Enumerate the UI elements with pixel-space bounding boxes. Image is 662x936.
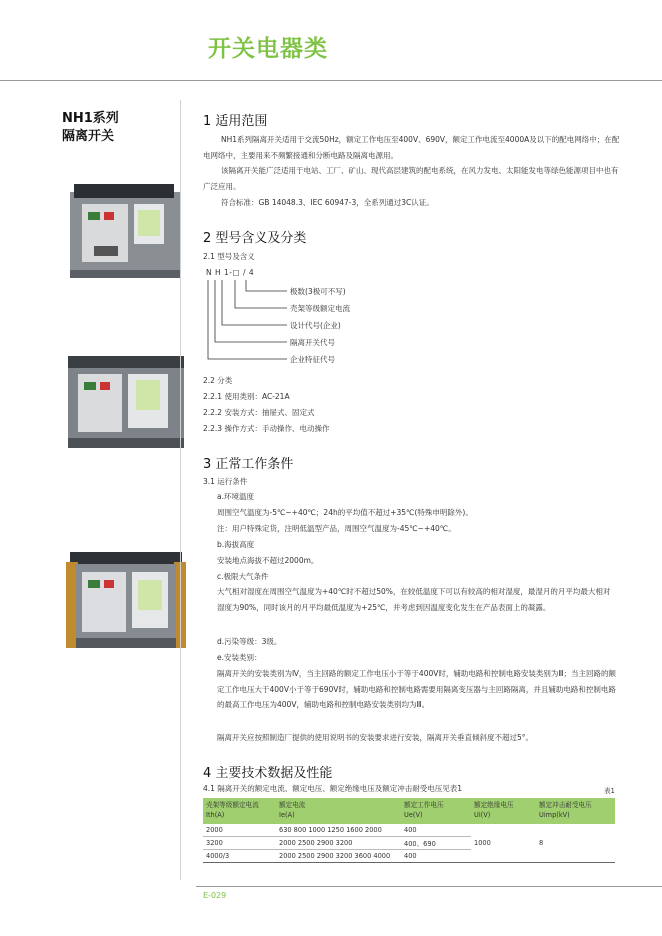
cond-b-text: 安装地点海拔不超过2000m。 — [217, 556, 319, 565]
section-1-paragraph-1: NH1系列隔离开关适用于交流50Hz，额定工作电压至400V、690V，额定工作电流至4000A及以下的配电网络中；在配电网络中，主要用来不频繁接通和分断电路及隔离电源用。 — [203, 135, 620, 160]
subsection-2-1: 2.1 型号及含义 — [203, 252, 255, 261]
class-operation: 2.2.3 操作方式：手动操作、电动操作 — [203, 424, 330, 433]
cond-e-text: 隔离开关的安装类别为Ⅳ，当主回路的额定工作电压小于等于400V时，辅助电路和控制电路安装类别为Ⅲ；当主回路的额定工作电压大于400V小于等于690V时，辅助电路和控制电路需要用隔离变压器与主回路隔离，并且辅助电路和控制电路的最高工作电压为400V，辅助电路和控制电路安装类别均为Ⅲ。 — [217, 669, 617, 709]
model-code: N H 1-□ / 4 — [206, 268, 255, 277]
cell-ie: 630 800 1000 1250 1600 2000 — [276, 824, 401, 837]
subsection-3-1: 3.1 运行条件 — [203, 477, 248, 486]
class-installation: 2.2.2 安装方式：抽屉式、固定式 — [203, 408, 315, 417]
cell-ue: 400 — [401, 824, 471, 837]
subsection-2-2: 2.2 分类 — [203, 376, 233, 385]
th-insulation-voltage: 额定绝缘电压 Ui(V) — [471, 798, 536, 824]
product-photo-2 — [64, 348, 188, 453]
cond-e-note: 隔离开关应按照制造厂提供的使用说明书的安装要求进行安装，隔离开关垂直倾斜度不超过5°。 — [217, 733, 534, 742]
section-3-title: 3 正常工作条件 — [203, 457, 294, 472]
section-1-title: 1 适用范围 — [203, 114, 268, 129]
page-number: E-029 — [203, 891, 227, 900]
th-rated-voltage: 额定工作电压 Ue(V) — [401, 798, 471, 824]
section-4-title: 4 主要技术数据及性能 — [203, 766, 333, 781]
cond-b-title: b.海拔高度 — [217, 540, 255, 549]
th-rated-current: 额定电流 Ie(A) — [276, 798, 401, 824]
product-photo-1 — [64, 176, 188, 281]
cell-frame: 2000 — [203, 824, 276, 837]
cond-a-title: a.环境温度 — [217, 492, 254, 501]
cell-ue: 400 — [401, 850, 471, 863]
th-frame-current: 壳架等级额定电流 Ith(A) — [203, 798, 276, 824]
model-label-frame-current: 壳架等级额定电流 — [290, 304, 350, 313]
cell-ue: 400、690 — [401, 837, 471, 850]
spec-table — [203, 798, 615, 863]
section-1-paragraph-2: 该隔离开关能广泛适用于电站、工厂、矿山、现代高层建筑的配电系统，在风力发电、太阳能发电等绿色能源项目中也有广泛应用。 — [203, 166, 619, 191]
model-code-diagram — [203, 278, 303, 363]
category-title: 开关电器类 — [208, 36, 328, 62]
table-row — [203, 824, 615, 837]
column-divider — [180, 100, 181, 880]
cell-frame: 3200 — [203, 837, 276, 850]
product-name: 隔离开关 — [62, 129, 115, 144]
cell-ie: 2000 2500 2900 3200 3600 4000 — [276, 850, 401, 863]
cond-e-title: e.安装类别： — [217, 653, 262, 662]
table-label: 表1 — [604, 787, 615, 795]
cond-a-note: 注：用户特殊定货，注明低温型产品，周围空气温度为-45℃~+40℃。 — [217, 524, 456, 533]
cell-uimp: 8 — [536, 824, 615, 863]
cond-d-title: d.污染等级：3级。 — [217, 637, 282, 646]
series-name: NH1系列 — [62, 111, 119, 126]
th-impulse-voltage: 额定冲击耐受电压 Uimp(kV) — [536, 798, 615, 824]
cond-c-text: 大气相对湿度在周围空气温度为+40℃时不超过50%，在较低温度下可以有较高的相对湿度，最湿月的月平均最大相对湿度为90%，同时该月的月平均最低温度为+25℃，并考虑到因温度变化发生在产品表面上的凝露。 — [217, 587, 611, 612]
product-photo-3 — [64, 548, 188, 653]
section-2-title: 2 型号含义及分类 — [203, 231, 307, 246]
model-label-design-code: 设计代号(企业) — [290, 321, 341, 330]
cell-ui: 1000 — [471, 824, 536, 863]
footer-divider — [196, 886, 662, 887]
cond-a-text: 周围空气温度为-5℃~+40℃；24h的平均值不超过+35℃(特殊申明除外)。 — [217, 508, 473, 517]
sidebar-title — [62, 110, 119, 146]
model-label-company-code: 企业特征代号 — [290, 355, 335, 364]
header-divider — [0, 80, 662, 81]
subsection-4-1: 4.1 隔离开关的额定电流、额定电压、额定绝缘电压及额定冲击耐受电压见表1 — [203, 784, 463, 793]
table-header-row — [203, 798, 615, 824]
model-label-poles: 极数(3极可不写) — [290, 287, 346, 296]
section-1-standards: 符合标准：GB 14048.3、IEC 60947-3，全系列通过3C认证。 — [221, 198, 434, 207]
cell-ie: 2000 2500 2900 3200 — [276, 837, 401, 850]
cond-c-title: c.极限大气条件 — [217, 572, 269, 581]
class-usage-category: 2.2.1 使用类别：AC-21A — [203, 392, 290, 401]
cell-frame: 4000/3 — [203, 850, 276, 863]
model-label-switch-code: 隔离开关代号 — [290, 338, 335, 347]
